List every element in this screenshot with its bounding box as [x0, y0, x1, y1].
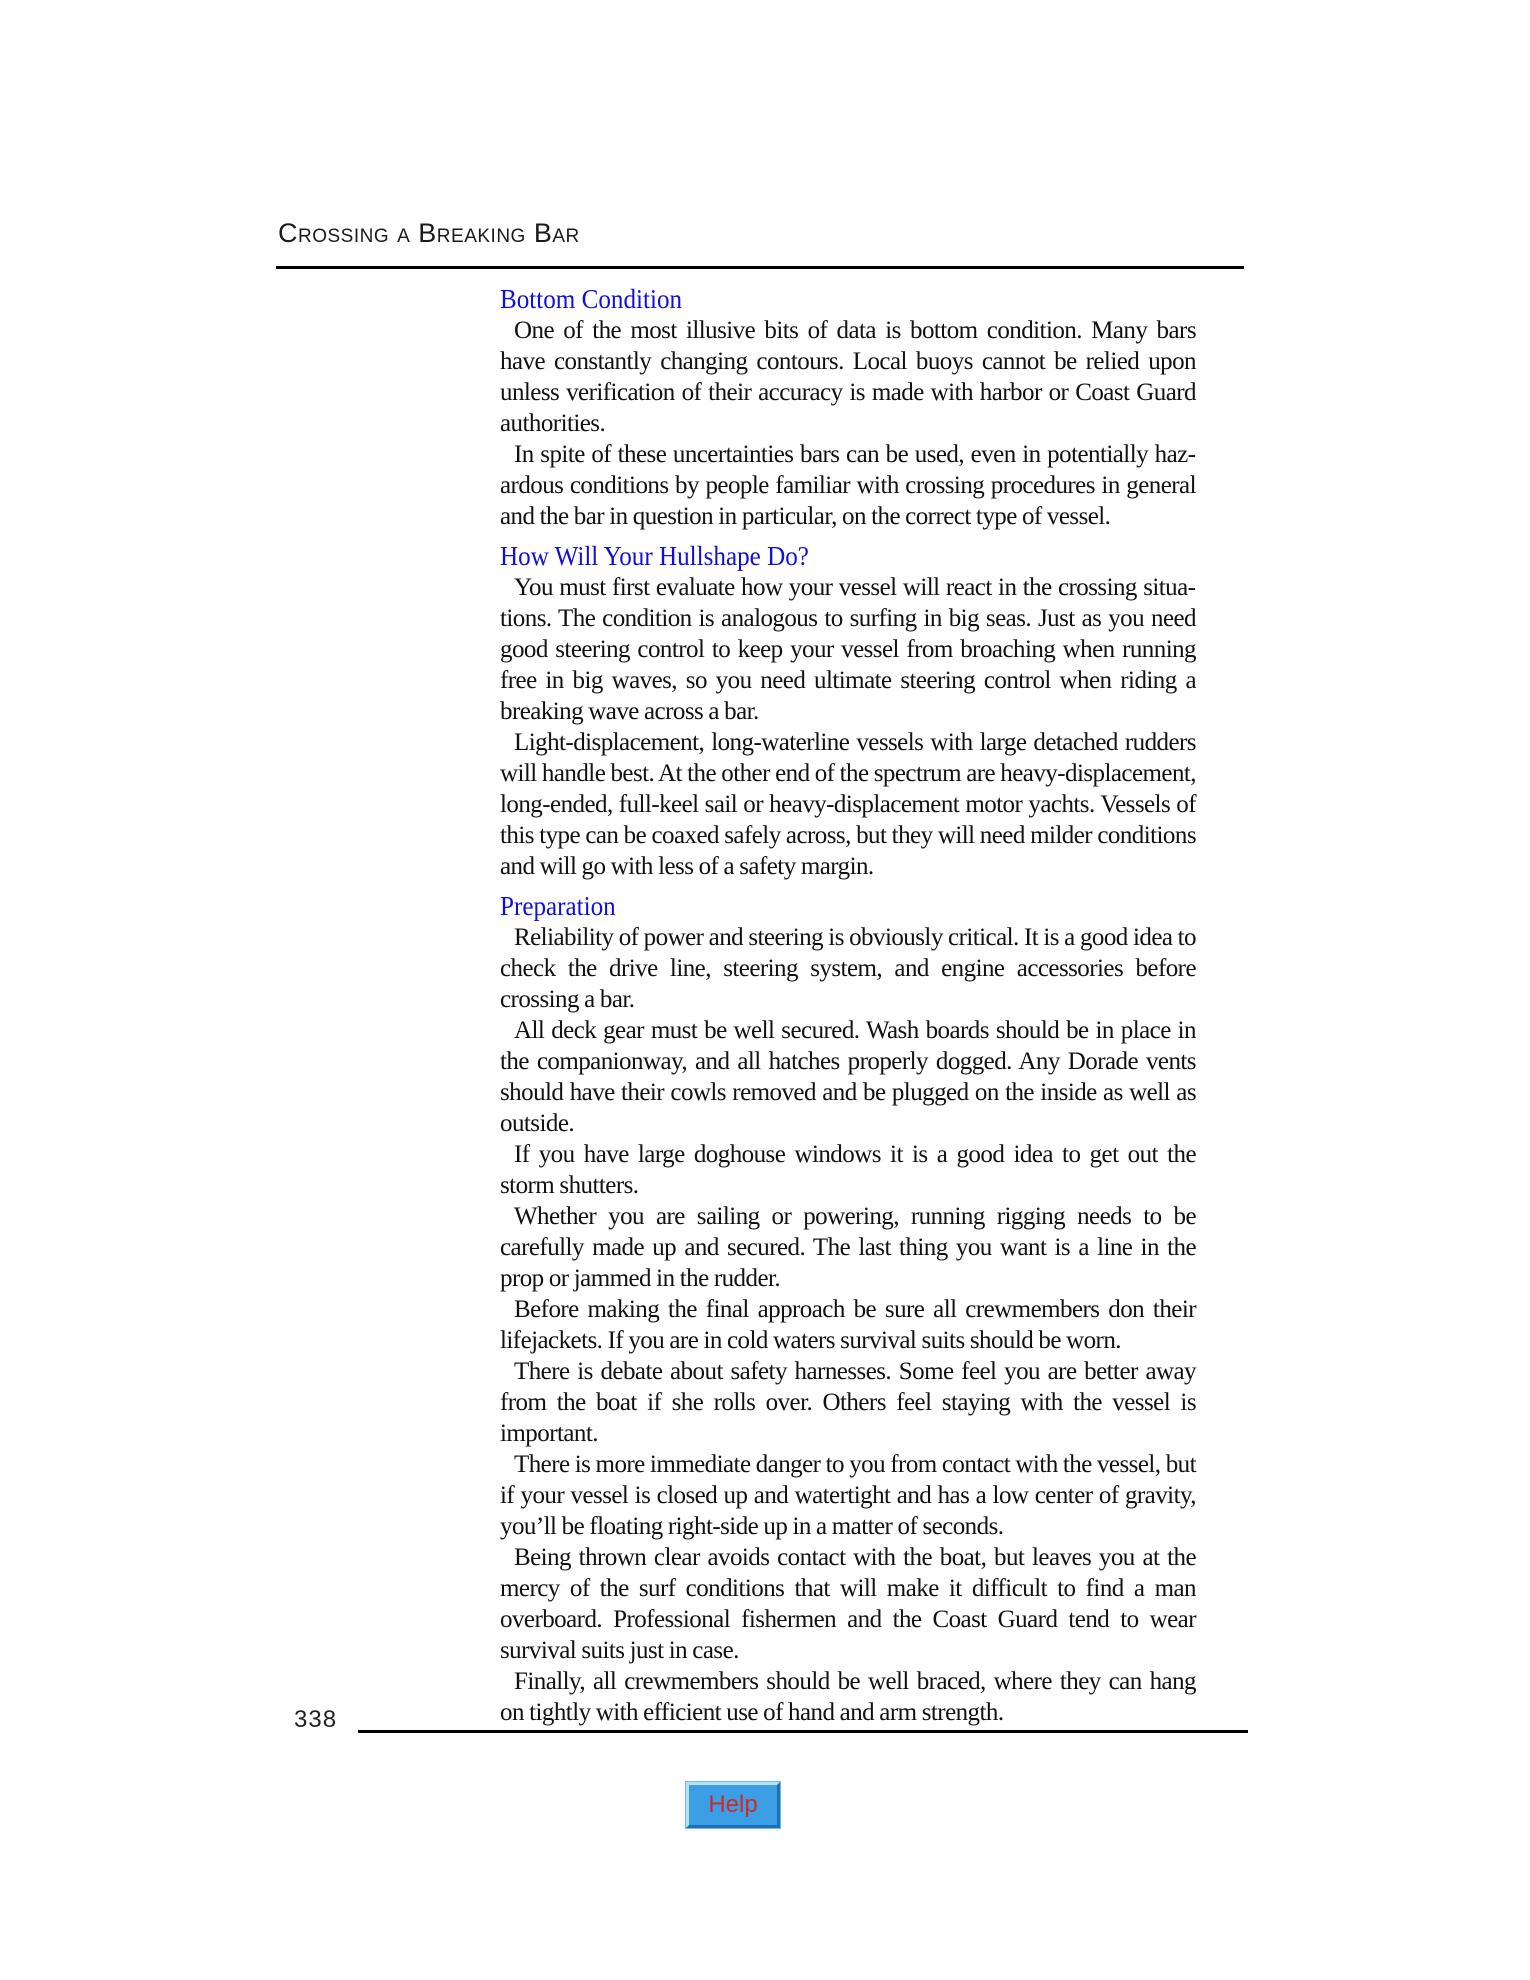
paragraph: One of the most illusive bits of data is bottom condition. Many bars have constantly changing contours. Local buoys cannot be relied upon unless verification of their accuracy is made with harbor or Coast Guard authorities. — [500, 317, 1196, 437]
paragraph: Finally, all crewmembers should be well braced, where they can hang on tightly with efficient use of hand and arm strength. — [500, 1668, 1196, 1726]
paragraph: All deck gear must be well secured. Wash boards should be in place in the companionway, and all hatches properly dogged. Any Dorade vents should have their cowls removed and be plugged on the inside as well as outside. — [500, 1017, 1196, 1137]
paragraph: Being thrown clear avoids contact with the boat, but leaves you at the mercy of the surf conditions that will make it difficult to find a man overboard. Professional fishermen and the Coast Guard tend to wear survival suits just in case. — [500, 1544, 1196, 1664]
paragraph: There is debate about safety harnesses. Some feel you are better away from the boat if she rolls over. Others feel staying with the vessel is important. — [500, 1358, 1196, 1447]
footer-rule — [358, 1730, 1248, 1733]
paragraph: Reliability of power and steering is obviously critical. It is a good idea to check the drive line, steering system, and engine accessories before crossing a bar. — [500, 924, 1196, 1013]
section-heading: Preparation — [500, 891, 616, 921]
paragraph: Before making the final approach be sure all crewmembers don their lifejackets. If you are in cold waters survival suits should be worn. — [500, 1296, 1196, 1354]
paragraph: Whether you are sailing or powering, running rigging needs to be carefully made up and secured. The last thing you want is a line in the prop or jammed in the rudder. — [500, 1203, 1196, 1292]
paragraph: Light-displacement, long-waterline vessels with large detached rudders will handle best. At the other end of the spectrum are heavy-displacement, long-ended, full-keel sail or heavy-displacement motor yachts. Vessels of this type can be coaxed safely across, but they will need milder conditions and will go with less of a safety margin. — [500, 729, 1196, 880]
paragraph: In spite of these uncertainties bars can be used, even in potentially hazardous conditions by people familiar with crossing procedures in general and the bar in question in particular, on the correct type of vessel. — [500, 441, 1196, 530]
section-heading: How Will Your Hullshape Do? — [500, 541, 809, 571]
paragraph: If you have large doghouse windows it is a good idea to get out the storm shutters. — [500, 1141, 1196, 1199]
section-hullshape — [500, 540, 1196, 882]
section-heading: Bottom Condition — [500, 284, 683, 314]
help-button[interactable]: Help — [686, 1782, 780, 1828]
page-body — [500, 283, 1196, 1728]
section-preparation — [500, 890, 1196, 1728]
header-rule — [276, 266, 1244, 269]
paragraph: There is more immediate danger to you from contact with the vessel, but if your vessel is closed up and watertight and has a low center of gravity, you’ll be floating right-side up in a matter of seconds. — [500, 1451, 1196, 1540]
running-head: Crossing a Breaking Bar — [278, 218, 580, 248]
paragraph: You must first evaluate how your vessel will react in the crossing situations. The condition is analogous to surfing in big seas. Just as you need good steering control to keep your vessel from broaching when running free in big waves, so you need ultimate steering control when riding a breaking wave across a bar. — [500, 574, 1196, 725]
page-number: 338 — [294, 1706, 338, 1733]
section-bottom-condition — [500, 283, 1196, 532]
